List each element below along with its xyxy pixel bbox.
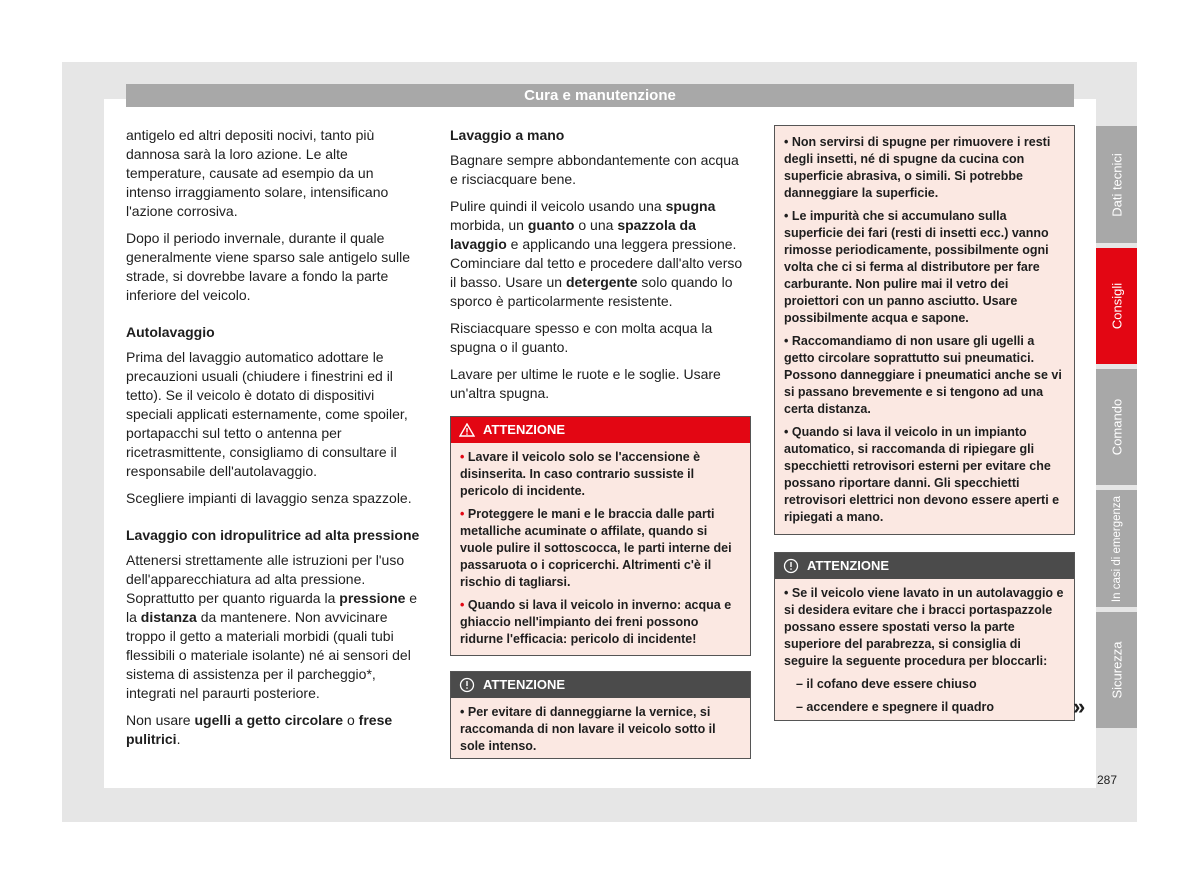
paragraph: Risciacquare spesso e con molta acqua la spugna o il guanto. bbox=[450, 320, 713, 355]
page-number: 287 bbox=[1097, 773, 1118, 787]
procedure-step: – accendere e spegnere il quadro bbox=[796, 700, 994, 714]
paragraph: Attenersi strettamente alle istruzioni per l'uso dell'apparecchiatura ad alta pressione. Soprattutto per quanto riguarda la pressione e la distanza da mantenere. Non avvicinare troppo il getto a materiali morbidi (quali tubi flessibili o materiale isolante) né ai sensori del sistema di assistenza per il parcheggio*, integrati nel paraurti posteriore. bbox=[126, 552, 418, 701]
side-tab-label: Dati tecnici bbox=[1109, 152, 1124, 217]
section-heading: Autolavaggio bbox=[126, 324, 215, 340]
paragraph: Bagnare sempre abbondantemente con acqua e risciacquare bene. bbox=[450, 152, 739, 187]
side-tab-sicurezza[interactable] bbox=[1096, 612, 1137, 728]
section-heading: Lavaggio con idropulitrice ad alta pressione bbox=[126, 527, 420, 543]
warning-header bbox=[451, 417, 750, 443]
warning-item: • Se il veicolo viene lavato in un autolavaggio e si desidera evitare che i bracci portaspazzole possano essere spostati verso la parte superiore del parabrezza, si consiglia di seguire la seguente procedura per bloccarli: bbox=[784, 586, 1064, 668]
continue-arrow-icon: » bbox=[1073, 694, 1086, 719]
column-left bbox=[126, 126, 422, 757]
side-tab-label: Consigli bbox=[1109, 282, 1124, 330]
warning-item: • Lavare il veicolo solo se l'accensione è disinserita. In caso contrario sussiste il pericolo di incidente. bbox=[460, 450, 701, 498]
paragraph: Non usare ugelli a getto circolare o frese pulitrici. bbox=[126, 712, 393, 747]
side-tab-consigli[interactable] bbox=[1096, 248, 1137, 364]
warning-box-notice bbox=[450, 671, 751, 759]
side-tab-label: Comando bbox=[1109, 398, 1124, 456]
warning-item: • Non servirsi di spugne per rimuovere i resti degli insetti, né di spugne da cucina con superficie abrasiva, o simili. Si potrebbe danneggiare la superficie. bbox=[784, 135, 1051, 200]
warning-header bbox=[775, 553, 1074, 579]
warning-box-continued bbox=[774, 125, 1075, 535]
paragraph: antigelo ed altri depositi nocivi, tanto più dannosa sarà la loro azione. Le alte temperature, causate ad esempio da un intenso irraggiamento solare, intensificano l'azione corrosiva. bbox=[126, 127, 389, 219]
paragraph: Dopo il periodo invernale, durante il quale generalmente viene sparso sale antigelo sulle strade, si dovrebbe lavare a fondo la parte inferiore del veicolo. bbox=[126, 230, 411, 303]
warning-box-notice-2 bbox=[774, 552, 1075, 721]
warning-item: • Per evitare di danneggiarne la vernice, si raccomanda di non lavare il veicolo sotto il sole intenso. bbox=[460, 705, 716, 753]
warning-item: • Quando si lava il veicolo in un impianto automatico, si raccomanda di ripiegare gli specchietti retrovisori esterni per evitare che possano riportare danni. Gli specchietti retrovisori elettrici non devono essere aperti e ripiegati a mano. bbox=[784, 425, 1060, 524]
warning-triangle-icon bbox=[459, 423, 475, 437]
warning-item: • Quando si lava il veicolo in inverno: acqua e ghiaccio nell'impianto dei freni possono ridurne l'efficacia: pericolo di incidente! bbox=[460, 598, 732, 646]
warning-item: • Proteggere le mani e le braccia dalle parti metalliche acuminate o affilate, quando si vuole pulire il sottoscocca, le parti interne dei passaruota o i copricerchi. Altrimenti c'è il rischio di tagliarsi. bbox=[460, 507, 732, 589]
paragraph: Pulire quindi il veicolo usando una spugna morbida, un guanto o una spazzola da lavaggio e applicando una leggera pressione. Cominciare dal tetto e procedere dall'alto verso il basso. Usare un detergente solo quando lo sporco è particolarmente resistente. bbox=[450, 198, 743, 309]
paragraph: Scegliere impianti di lavaggio senza spazzole. bbox=[126, 490, 412, 506]
side-tab-dati-tecnici[interactable] bbox=[1096, 126, 1137, 243]
warning-title: ATTENZIONE bbox=[483, 677, 566, 692]
section-heading: Lavaggio a mano bbox=[450, 127, 565, 143]
warning-item: • Le impurità che si accumulano sulla superficie dei fari (resti di insetti ecc.) vanno rimosse periodicamente, possibilmente ogni volta che ci si ferma al distributore per fare carburante. Non pulire mai il vetro dei proiettori con un panno asciutto. Usare possibilmente acqua e sapone. bbox=[784, 209, 1049, 325]
side-tab-comando[interactable] bbox=[1096, 369, 1137, 485]
side-tab-label: In casi di emergenza bbox=[1110, 495, 1123, 602]
info-circle-icon bbox=[783, 558, 799, 574]
warning-box-danger bbox=[450, 416, 751, 656]
warning-title: ATTENZIONE bbox=[483, 422, 566, 437]
procedure-step: – il cofano deve essere chiuso bbox=[796, 677, 977, 691]
paragraph: Prima del lavaggio automatico adottare le precauzioni usuali (chiudere i finestrini ed il tetto). Se il veicolo è dotato di dispositivi speciali applicati esternamente, come spoiler, portapacchi sul tetto o antenna per ricetrasmittente, consigliamo di consultare il responsabile dell'autolavaggio. bbox=[126, 349, 408, 479]
chapter-header: Cura e manutenzione bbox=[126, 84, 1074, 107]
side-tab-emergenza[interactable] bbox=[1096, 490, 1137, 607]
warning-item: • Raccomandiamo di non usare gli ugelli a getto circolare soprattutto sui pneumatici. Possono danneggiare i pneumatici anche se vi si passano brevemente e si tengono ad una certa distanza. bbox=[784, 334, 1062, 416]
paragraph: Lavare per ultime le ruote e le soglie. Usare un'altra spugna. bbox=[450, 366, 721, 401]
warning-title: ATTENZIONE bbox=[807, 558, 890, 573]
info-circle-icon bbox=[459, 677, 475, 693]
column-middle bbox=[450, 126, 750, 411]
side-tab-label: Sicurezza bbox=[1109, 641, 1124, 699]
warning-header bbox=[451, 672, 750, 698]
